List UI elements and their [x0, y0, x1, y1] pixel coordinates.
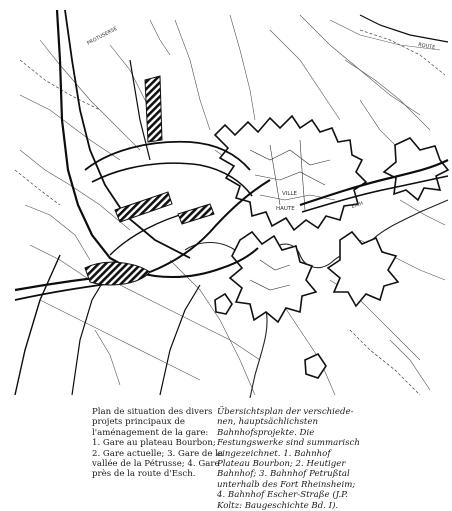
station-projects: [85, 76, 214, 285]
caption-line: près de la route d'Esch.: [92, 469, 196, 480]
caption-german: [217, 407, 360, 511]
station-2-current: [115, 192, 172, 222]
ville-haute-label: HAUTE: [276, 206, 295, 212]
caption-line: eingezeichnet. 1. Bahnhof: [217, 448, 331, 459]
caption-line: vallée de la Pétrusse; 4. Gare: [92, 459, 220, 470]
caption-line: Bahnhofsprojekte. Die: [217, 427, 315, 438]
railway-lines: [15, 10, 448, 395]
city-label: VILLE: [282, 191, 297, 197]
fortifications: [215, 116, 448, 378]
caption-line: Plan de situation des divers: [92, 407, 213, 417]
caption-line: Plateau Bourbon; 2. Heutiger: [217, 459, 346, 470]
caption-line: unterhalb des Fort Rheinsheim;: [217, 479, 356, 490]
caption-line: nen, hauptsächlichsten: [217, 417, 318, 428]
station-4-route-esch: [85, 262, 150, 285]
station-3-petrusse: [178, 204, 214, 224]
caption-line: projets principaux de: [92, 417, 185, 428]
caption-french: [92, 407, 224, 480]
caption-line: 2. Gare actuelle; 3. Gare de la: [92, 448, 224, 459]
street-network: [20, 15, 445, 395]
caption-line: Übersichtsplan der verschiede-: [217, 407, 354, 417]
road-label-top: PROTUSERSE: [86, 25, 119, 47]
caption-line: Festungswerke sind summarisch: [217, 438, 360, 449]
rail-label-right: EICH: [350, 200, 364, 210]
caption-line: 1. Gare au plateau Bourbon;: [92, 438, 216, 449]
caption-line: Bahnhof; 3. Bahnhof Petrußtal: [217, 469, 350, 480]
caption-line: 4. Bahnhof Escher-Straße (J.P.: [217, 490, 348, 501]
caption-line: Koltz: Baugeschichte Bd. I).: [217, 500, 339, 511]
station-1-plateau-bourbon: [145, 76, 162, 142]
road-label-right: ROUTE: [417, 42, 436, 51]
caption-line: l'aménagement de la gare:: [92, 427, 209, 438]
